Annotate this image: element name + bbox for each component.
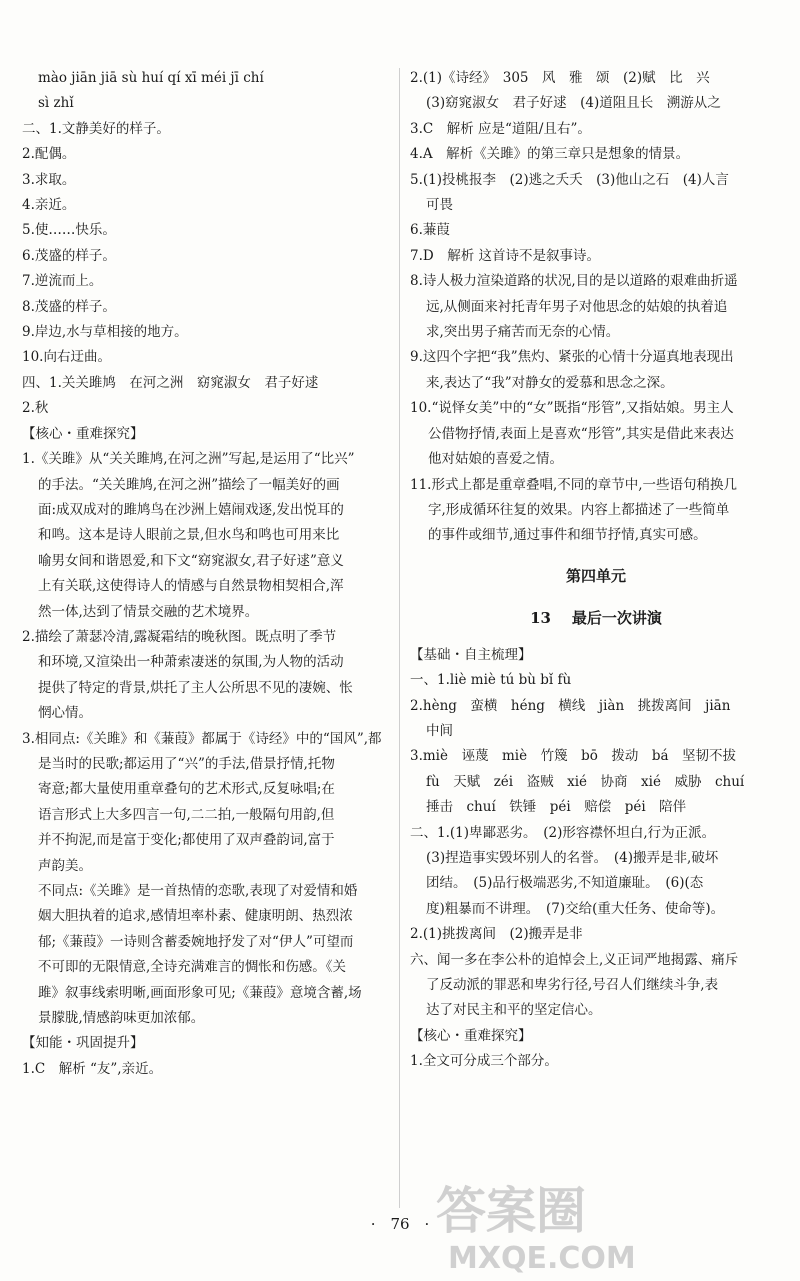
text-line: 不同点:《关雎》是一首热情的恋歌,表现了对爱情和婚 bbox=[38, 883, 358, 899]
unit-title: 第四单元 bbox=[565, 566, 626, 585]
column-divider bbox=[399, 68, 400, 1208]
text-line: 一、1.liè miè tú bù bǐ fù bbox=[410, 672, 572, 689]
text-line: 团结。 (5)品行极端恶劣,不知道廉耻。 (6)(态 bbox=[426, 875, 704, 892]
text-line: 景朦胧,情感韵味更加浓郁。 bbox=[38, 1010, 205, 1027]
text-line: sì zhǐ bbox=[38, 95, 74, 112]
text-line: 姻大胆执着的追求,感情坦率朴素、健康明朗、热烈浓 bbox=[38, 908, 353, 925]
text-line: 然一体,达到了情景交融的艺术境界。 bbox=[38, 603, 259, 620]
text-line: 11.形式上都是重章叠唱,不同的章节中,一些语句稍换几 bbox=[410, 476, 738, 493]
text-line: 9.这四个字把“我”焦灼、紧张的心情十分逼真地表现出 bbox=[410, 349, 734, 366]
text-line: 2.(1)《诗经》 305 风 雅 颂 (2)赋 比 兴 bbox=[410, 70, 710, 86]
text-line: 和鸣。这本是诗人眼前之景,但水鸟和鸣也可用来比 bbox=[38, 527, 340, 544]
page-number: · 76 · bbox=[370, 1215, 430, 1233]
left-column bbox=[22, 66, 390, 1082]
text-line: 2.描绘了萧瑟冷清,露凝霜结的晚秋图。既点明了季节 bbox=[22, 628, 337, 645]
text-line: 声韵美。 bbox=[38, 857, 92, 874]
text-line: (3)捏造事实毁坏别人的名誉。 (4)搬弄是非,破坏 bbox=[426, 849, 719, 866]
text-line: 不可即的无限情意,全诗充满难言的惆怅和伤感。《关 bbox=[38, 959, 347, 976]
text-line: 4.A 解析《关雎》的第三章只是想象的情景。 bbox=[410, 146, 690, 163]
text-line: 2.配偶。 bbox=[22, 146, 76, 163]
text-line: 1.全文可分成三个部分。 bbox=[410, 1053, 558, 1070]
text-line: 4.亲近。 bbox=[22, 197, 76, 214]
text-line: 7.逆流而上。 bbox=[22, 273, 103, 290]
text-line: 雎》叙事线索明晰,画面形象可见;《蒹葭》意境含蓄,场 bbox=[38, 984, 362, 1001]
text-line: 公借物抒情,表面上是喜欢“彤管”,其实是借此来表达 bbox=[428, 425, 734, 442]
right-column-top-answers bbox=[410, 66, 782, 549]
right-column bbox=[410, 66, 782, 1075]
text-line: 6.茂盛的样子。 bbox=[22, 247, 116, 264]
text-line: 【核心・重难探究】 bbox=[22, 425, 144, 442]
text-line: 【核心・重难探究】 bbox=[410, 1027, 532, 1044]
text-line: 喻男女间和谐恩爱,和下文“窈窕淑女,君子好逑”意义 bbox=[38, 552, 344, 569]
text-line: 的事件或细节,通过事件和细节抒情,真实可感。 bbox=[428, 527, 707, 544]
text-line: 2.秋 bbox=[22, 400, 49, 417]
text-line: 提供了特定的背景,烘托了主人公所思不见的凄婉、怅 bbox=[38, 679, 353, 696]
text-line: 上有关联,这使得诗人的情感与自然景物相契相合,浑 bbox=[38, 578, 344, 595]
text-line: 【知能・巩固提升】 bbox=[22, 1035, 144, 1052]
right-column-lesson-answers bbox=[410, 643, 782, 1075]
text-line: 6.蒹葭 bbox=[410, 222, 450, 239]
text-line: 5.(1)投桃报李 (2)逃之夭夭 (3)他山之石 (4)人言 bbox=[410, 171, 729, 188]
text-line: 他对姑娘的喜爱之情。 bbox=[428, 451, 563, 468]
watermark-domain-text: MXQE.COM bbox=[448, 1241, 636, 1276]
text-line: 面:成双成对的雎鸠鸟在沙洲上嬉闹戏逐,发出悦耳的 bbox=[38, 501, 344, 518]
text-line: 8.诗人极力渲染道路的状况,目的是以道路的艰难曲折遥 bbox=[410, 273, 738, 290]
lesson-heading bbox=[410, 603, 782, 633]
text-line: 求,突出男子痛苦而无奈的心情。 bbox=[426, 324, 620, 341]
text-line: 中间 bbox=[426, 722, 453, 739]
text-line: 了反动派的罪恶和卑劣行径,号召人们继续斗争,表 bbox=[426, 977, 719, 993]
text-line: 9.岸边,水与草相接的地方。 bbox=[22, 324, 188, 341]
text-line: 六、闻一多在李公朴的追悼会上,义正词严地揭露、痛斥 bbox=[410, 951, 739, 968]
text-line: 1.C 解析 “友”,亲近。 bbox=[22, 1060, 163, 1077]
text-line: 10.向右迂曲。 bbox=[22, 349, 111, 366]
watermark-main-text: 答案圈 bbox=[436, 1182, 586, 1240]
text-line: 达了对民主和平的坚定信心。 bbox=[426, 1002, 602, 1019]
text-line: (3)窈窕淑女 君子好逑 (4)道阻且长 溯游从之 bbox=[426, 95, 721, 112]
text-line: 字,形成循环往复的效果。内容上都描述了一些简单 bbox=[428, 501, 730, 518]
text-line: fù 天赋 zéi 盗贼 xié 协商 xié 威胁 chuí bbox=[426, 773, 745, 790]
text-line: mào jiān jiā sù huí qí xī méi jī chí bbox=[38, 70, 264, 86]
text-line: 2.hèng 蛮横 héng 横线 jiàn 挑拨离间 jiān bbox=[410, 697, 731, 714]
text-line: 并不拘泥,而是富于变化;都使用了双声叠韵词,富于 bbox=[38, 832, 335, 849]
watermark-logo bbox=[418, 1166, 778, 1276]
text-line: 5.使……快乐。 bbox=[22, 222, 116, 239]
text-line: 3.求取。 bbox=[22, 171, 76, 188]
text-line: 10.“说怿女美”中的“女”既指“彤管”,又指姑娘。男主人 bbox=[410, 400, 734, 417]
text-line: 惘心情。 bbox=[38, 705, 92, 722]
text-line: 远,从侧面来衬托青年男子对他思念的姑娘的执着追 bbox=[426, 298, 728, 315]
text-line: 可畏 bbox=[426, 197, 453, 214]
text-line: 语言形式上大多四言一句,二二拍,一般隔句用韵,但 bbox=[38, 806, 335, 823]
text-line: 捶击 chuí 铁锤 péi 赔偿 péi 陪伴 bbox=[426, 799, 687, 816]
text-line: 2.(1)挑拨离间 (2)搬弄是非 bbox=[410, 926, 583, 943]
text-line: 8.茂盛的样子。 bbox=[22, 298, 116, 315]
text-line: 二、1.文静美好的样子。 bbox=[22, 120, 170, 137]
text-line: 四、1.关关雎鸠 在河之洲 窈窕淑女 君子好逑 bbox=[22, 374, 319, 391]
text-line: 寄意;都大量使用重章叠句的艺术形式,反复咏唱;在 bbox=[38, 781, 335, 798]
text-line: 1.《关雎》从“关关雎鸠,在河之洲”写起,是运用了“比兴” bbox=[22, 451, 355, 468]
lesson-number: 13 bbox=[530, 608, 551, 627]
text-line: 的手法。“关关雎鸠,在河之洲”描绘了一幅美好的画 bbox=[38, 476, 340, 493]
lesson-title: 最后一次讲演 bbox=[571, 608, 662, 627]
text-line: 是当时的民歌;都运用了“兴”的手法,借景抒情,托物 bbox=[38, 755, 335, 772]
text-line: 3.miè 诬蔑 miè 竹篾 bō 拨动 bá 坚韧不拔 bbox=[410, 748, 737, 765]
text-line: 来,表达了“我”对静女的爱慕和思念之深。 bbox=[426, 374, 674, 391]
text-line: 【基础・自主梳理】 bbox=[410, 646, 532, 663]
text-line: 3.C 解析 应是“道阻/且右”。 bbox=[410, 120, 591, 137]
text-line: 郁;《蒹葭》一诗则含蓄委婉地抒发了对“伊人”可望而 bbox=[38, 933, 354, 950]
text-line: 7.D 解析 这首诗不是叙事诗。 bbox=[410, 247, 600, 264]
text-line: 和环境,又渲染出一种萧索凄迷的氛围,为人物的活动 bbox=[38, 654, 344, 671]
text-line: 二、1.(1)卑鄙恶劣。 (2)形容襟怀坦白,行为正派。 bbox=[410, 824, 716, 841]
text-line: 3.相同点:《关雎》和《蒹葭》都属于《诗经》中的“国风”,都 bbox=[22, 730, 382, 747]
text-line: 度)粗暴而不讲理。 (7)交给(重大任务、使命等)。 bbox=[426, 900, 725, 917]
